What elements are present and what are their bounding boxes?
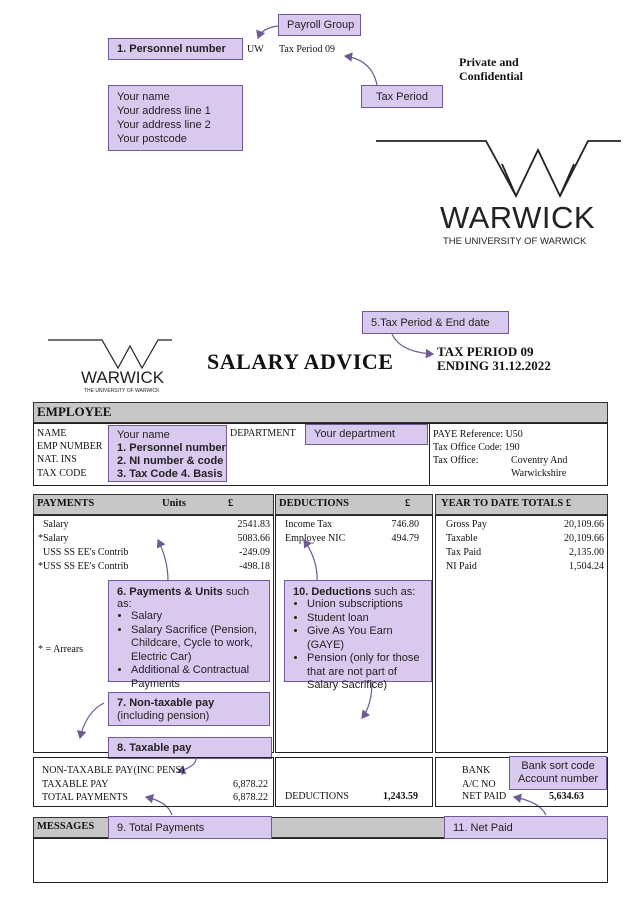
confidential-line: Confidential [459,69,524,83]
account-number-line: Account number [517,773,599,785]
employee-number-value: 1. Personnel number [117,442,226,454]
department-label: DEPARTMENT [230,428,296,439]
warwick-brand: WARWICK [440,200,596,235]
deductions-total-row: DEDUCTIONS 1,243.59 [285,791,418,802]
private-confidential [459,55,523,83]
nat-ins-label: NAT. INS [37,454,77,466]
acno-label: A/C NO [462,778,496,790]
address-line: Your name [117,91,170,103]
personnel-number-callout: 1. Personnel number [108,38,243,60]
name-label: NAME [37,428,67,439]
table-row: *Salary 5083.66 [38,533,270,544]
bank-labels [462,764,496,791]
employee-labels [37,427,102,480]
list-item: • Salary [131,610,263,624]
messages-title: MESSAGES [37,821,95,832]
units-title: Units [162,498,186,509]
table-row: Tax Paid 2,135.00 [446,547,604,558]
deductions-currency: £ [405,498,411,509]
ni-value: 2. NI number & code [117,455,224,467]
table-row: Income Tax 746.80 [285,519,419,530]
net-paid-row: NET PAID 5,634.63 [462,791,584,802]
period-end-callout: 5.Tax Period & End date [362,311,509,334]
taxable-callout: 8. Taxable pay [108,737,272,759]
total-payments-callout: 9. Total Payments [108,816,272,839]
ending-line: ENDING 31.12.2022 [437,358,551,373]
arrow-icon [0,0,1,1]
tax-period-line: TAX PERIOD 09 [437,344,534,359]
table-row: *USS SS EE's Contrib -498.18 [38,561,270,572]
bank-label: BANK [462,765,491,776]
tax-office-row-2: Warwickshire [511,468,567,479]
list-item: • Give As You Earn (GAYE) [307,625,425,652]
totals-left [42,764,268,805]
total-payments-row: TOTAL PAYMENTS 6,878.22 [42,792,268,803]
taxable-total-row: TAXABLE PAY 6,878.22 [42,778,268,790]
deductions-callout-title: 10. Deductions such as: [293,586,416,598]
private-line: Private and [459,55,519,69]
nontax-total-row: NON-TAXABLE PAY(INC PENS) [42,765,185,776]
emp-number-label: EMP NUMBER [37,441,103,453]
address-line: Your postcode [117,133,187,145]
table-row: Taxable 20,109.66 [446,533,604,544]
table-row: Gross Pay 20,109.66 [446,519,604,530]
deductions-callout [284,580,432,691]
list-item: • Salary Sacrifice (Pension, Childcare, Cycle to work, Electric Car) [131,624,263,665]
address-callout [108,85,243,151]
tax-code-value: 3. Tax Code 4. Basis [117,468,223,480]
tax-office-code-row: Tax Office Code: 190 [433,442,520,453]
small-warwick-brand: WARWICK [81,368,165,387]
table-row: Employee NIC 494.79 [285,533,419,544]
small-warwick-brand-sub: THE UNIVERSITY OF WARWICK [84,388,160,394]
department-callout: Your department [305,424,428,445]
table-row: USS SS EE's Contrib -249.09 [43,547,270,558]
warwick-brand-sub: THE UNIVERSITY OF WARWICK [443,236,587,247]
nontaxable-callout: 7. Non-taxable pay (including pension) [108,692,270,726]
list-item: • Union subscriptions [307,598,425,612]
address-line: Your address line 2 [117,119,211,131]
table-row: NI Paid 1,504.24 [446,561,604,572]
list-item: • Student loan [307,612,425,626]
list-item: • Pension (only for those that are not part of Salary Sacrifice) [307,652,425,693]
payments-rows [38,518,270,574]
messages-box [33,838,608,883]
employee-values-callout [108,425,227,482]
ytd-title: YEAR TO DATE TOTALS £ [441,498,572,509]
header-tax-period [437,345,551,373]
bank-callout [509,756,607,790]
arrears-note: * = Arrears [38,644,84,655]
employee-bar [33,402,608,423]
payroll-group-code: UW [247,44,264,55]
employee-name-value: Your name [117,429,170,441]
top-tax-period: Tax Period 09 [279,44,335,55]
payments-currency: £ [228,498,234,509]
paye-info [433,428,603,480]
tax-period-callout: Tax Period [361,85,443,108]
payments-title: PAYMENTS [37,498,95,509]
tax-office-row: Tax Office: Coventry And [433,455,568,466]
employee-title: EMPLOYEE [37,404,112,419]
address-line: Your address line 1 [117,105,211,117]
payroll-group-callout: Payroll Group [278,14,361,36]
payments-callout [108,580,270,690]
table-row: Salary 2541.83 [43,519,270,530]
ytd-rows [446,518,604,574]
net-paid-callout: 11. Net Paid [444,816,608,839]
tax-code-label: TAX CODE [37,467,87,479]
sort-code-line: Bank sort code [521,760,595,772]
salary-advice-title: SALARY ADVICE [207,349,394,374]
payments-callout-title: 6. Payments & Units such as: [117,586,250,610]
deductions-title: DEDUCTIONS [279,498,350,509]
paye-ref-row: PAYE Reference: U50 [433,429,523,440]
list-item: • Additional & Contractual Payments [131,664,263,691]
employee-divider [429,423,430,486]
